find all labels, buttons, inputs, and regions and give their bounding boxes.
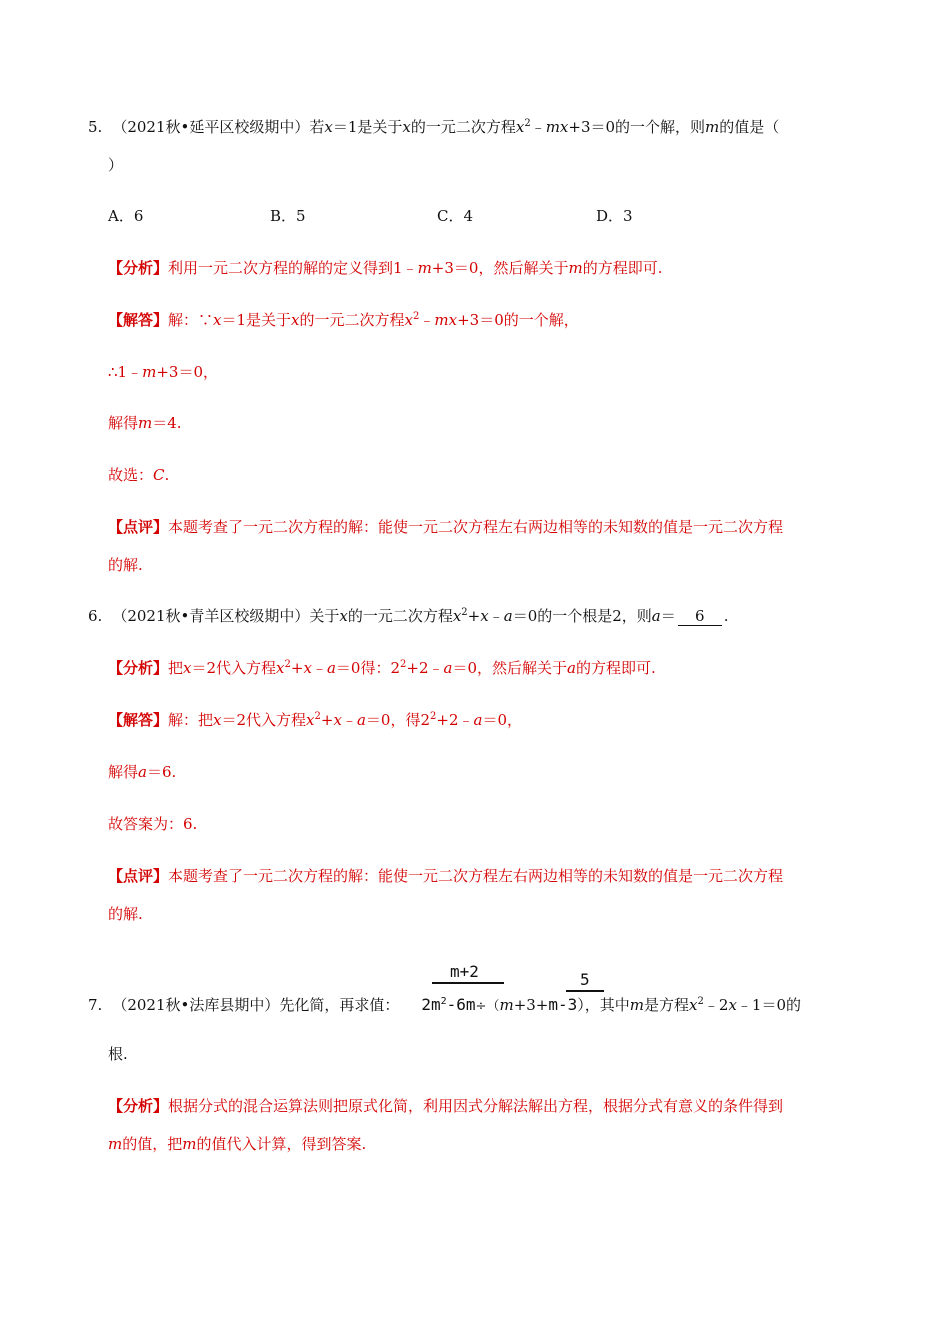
- q6-answer-blank[interactable]: 6: [678, 608, 722, 626]
- q5-solution-line1: 【解答】解：∵x＝1是关于x的一元二次方程$x^2﹣mx+3=0$的一个解，: [108, 311, 579, 329]
- q7-fraction2-bar: [566, 990, 604, 992]
- q5-comment-line1: 【点评】本题考查了一元二次方程的解：能使一元二次方程左右两边相等的未知数的值是一元二次方程: [108, 518, 784, 536]
- q5-comment-line2: 的解.: [108, 556, 143, 574]
- q6-solution-line3: 故答案为：6.: [108, 815, 198, 833]
- q7-fraction1-denominator: $2m^2-6m$: [421, 995, 476, 1014]
- q7-number: 7.: [88, 996, 103, 1014]
- q5-option-d[interactable]: D．3: [596, 207, 633, 225]
- q5-solution-line3: 解得m＝4.: [108, 414, 182, 432]
- q6-number: 6.: [88, 607, 103, 625]
- q5-number: 5.: [88, 118, 103, 136]
- q5-option-c[interactable]: C．4: [437, 207, 474, 225]
- q6-comment-line1: 【点评】本题考查了一元二次方程的解：能使一元二次方程左右两边相等的未知数的值是一元二次方程: [108, 867, 784, 885]
- q7-stem-line2: 根.: [108, 1045, 128, 1063]
- q7-analysis-line2: m的值，把m的值代入计算，得到答案.: [108, 1135, 367, 1153]
- q7-fraction2-denominator: m-3: [548, 995, 578, 1014]
- q5-analysis: 【分析】利用一元二次方程的解的定义得到1﹣m+3＝0，然后解关于m的方程即可.: [108, 259, 663, 277]
- q7-fraction1-bar: [432, 982, 504, 984]
- q7-fraction1-numerator: m+2: [450, 962, 479, 981]
- q5-solution-line4: 故选：C.: [108, 466, 170, 484]
- q7-analysis-line1: 【分析】根据分式的混合运算法则把原式化简，利用因式分解法解出方程，根据分式有意义的条件得到: [108, 1097, 784, 1115]
- q7-fraction2-numerator: 5: [580, 970, 590, 989]
- q6-comment-line2: 的解.: [108, 905, 143, 923]
- q5-stem-line1: 5. （2021秋•延平区校级期中）若x＝1是关于x的一元二次方程$x^2﹣mx+3=0$的一个解，则m的值是（: [88, 118, 780, 136]
- q7-stem-line1: 7. （2021秋•法库县期中）先化简，再求值： $2m^2-6m\div(m+3+m-3)$，其中m是方程$x^2﹣2x﹣1=0$的: [88, 995, 801, 1014]
- q5-stem-line2: ）: [108, 156, 124, 174]
- q5-option-a[interactable]: A．6: [108, 207, 144, 225]
- q6-analysis: 【分析】把x＝2代入方程$x^2+x﹣a=0$得：$2^2+2﹣a=0$，然后解关于a的方程即可.: [108, 659, 656, 677]
- q6-stem: 6. （2021秋•青羊区校级期中）关于x的一元二次方程$x^2+x﹣a=0$的一个根是2，则a＝ 6 .: [88, 607, 729, 625]
- q5-option-b[interactable]: B．5: [270, 207, 306, 225]
- q6-solution-line2: 解得a＝6.: [108, 763, 177, 781]
- q5-solution-line2: ∴1﹣m+3＝0，: [108, 363, 218, 381]
- q6-solution-line1: 【解答】解：把x＝2代入方程$x^2+x﹣a=0$，得$2^2+2﹣a=0$，: [108, 711, 522, 729]
